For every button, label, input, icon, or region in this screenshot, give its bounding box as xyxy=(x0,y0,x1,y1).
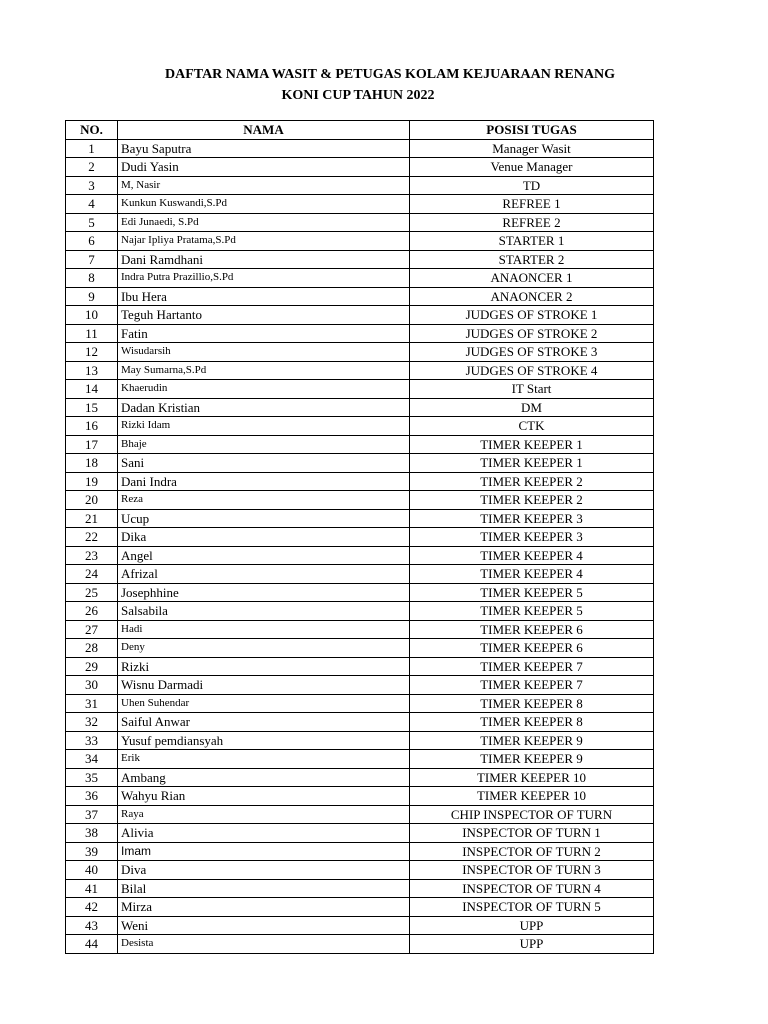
row-name: May Sumarna,S.Pd xyxy=(118,361,410,380)
row-number: 5 xyxy=(66,213,118,232)
table-row xyxy=(66,935,654,954)
table-row xyxy=(66,287,654,306)
row-number: 3 xyxy=(66,176,118,195)
table-row xyxy=(66,750,654,769)
row-number: 23 xyxy=(66,546,118,565)
row-position: STARTER 2 xyxy=(410,250,654,269)
row-position: TIMER KEEPER 10 xyxy=(410,787,654,806)
table-row xyxy=(66,250,654,269)
table-row xyxy=(66,713,654,732)
header-nama: NAMA xyxy=(118,121,410,140)
row-position: TIMER KEEPER 4 xyxy=(410,546,654,565)
row-position: INSPECTOR OF TURN 1 xyxy=(410,824,654,843)
table-row xyxy=(66,361,654,380)
row-position: INSPECTOR OF TURN 4 xyxy=(410,879,654,898)
row-position: TIMER KEEPER 4 xyxy=(410,565,654,584)
row-name: Josephhine xyxy=(118,583,410,602)
table-row xyxy=(66,768,654,787)
table-row xyxy=(66,398,654,417)
row-name: Alivia xyxy=(118,824,410,843)
row-number: 42 xyxy=(66,898,118,917)
row-number: 20 xyxy=(66,491,118,510)
row-name: Imam xyxy=(118,842,410,861)
row-position: TIMER KEEPER 5 xyxy=(410,583,654,602)
row-position: Manager Wasit xyxy=(410,139,654,158)
row-name: Salsabila xyxy=(118,602,410,621)
table-row xyxy=(66,916,654,935)
row-number: 19 xyxy=(66,472,118,491)
table-row xyxy=(66,602,654,621)
row-position: UPP xyxy=(410,935,654,954)
table-row xyxy=(66,269,654,288)
row-number: 14 xyxy=(66,380,118,399)
header-no: NO. xyxy=(66,121,118,140)
row-name: Uhen Suhendar xyxy=(118,694,410,713)
header-posisi: POSISI TUGAS xyxy=(410,121,654,140)
table-row xyxy=(66,380,654,399)
table-row xyxy=(66,528,654,547)
row-number: 26 xyxy=(66,602,118,621)
row-name: Bilal xyxy=(118,879,410,898)
row-position: IT Start xyxy=(410,380,654,399)
row-name: Rizki Idam xyxy=(118,417,410,436)
row-position: ANAONCER 1 xyxy=(410,269,654,288)
row-number: 16 xyxy=(66,417,118,436)
row-position: CTK xyxy=(410,417,654,436)
row-number: 13 xyxy=(66,361,118,380)
row-name: Mirza xyxy=(118,898,410,917)
table-row xyxy=(66,158,654,177)
row-position: JUDGES OF STROKE 1 xyxy=(410,306,654,325)
row-number: 10 xyxy=(66,306,118,325)
table-row xyxy=(66,232,654,251)
row-position: INSPECTOR OF TURN 3 xyxy=(410,861,654,880)
table-row xyxy=(66,824,654,843)
table-row xyxy=(66,583,654,602)
row-name: Rizki xyxy=(118,657,410,676)
table-row xyxy=(66,454,654,473)
table-row xyxy=(66,879,654,898)
row-position: TIMER KEEPER 2 xyxy=(410,491,654,510)
row-position: TIMER KEEPER 7 xyxy=(410,676,654,695)
row-position: REFREE 2 xyxy=(410,213,654,232)
row-number: 43 xyxy=(66,916,118,935)
row-position: TIMER KEEPER 7 xyxy=(410,657,654,676)
row-position: TIMER KEEPER 5 xyxy=(410,602,654,621)
row-name: Saiful Anwar xyxy=(118,713,410,732)
table-row xyxy=(66,657,654,676)
row-position: STARTER 1 xyxy=(410,232,654,251)
table-row xyxy=(66,509,654,528)
row-position: TIMER KEEPER 8 xyxy=(410,694,654,713)
row-number: 9 xyxy=(66,287,118,306)
document-title: DAFTAR NAMA WASIT & PETUGAS KOLAM KEJUARAAN RENANG xyxy=(165,67,615,82)
table-row xyxy=(66,417,654,436)
table-row xyxy=(66,842,654,861)
table-row xyxy=(66,546,654,565)
row-number: 33 xyxy=(66,731,118,750)
row-name: Fatin xyxy=(118,324,410,343)
row-name: Dudi Yasin xyxy=(118,158,410,177)
row-name: Desista xyxy=(118,935,410,954)
row-number: 12 xyxy=(66,343,118,362)
row-name: Wisudarsih xyxy=(118,343,410,362)
table-row xyxy=(66,620,654,639)
table-row xyxy=(66,676,654,695)
row-name: Najar Ipliya Pratama,S.Pd xyxy=(118,232,410,251)
table-row xyxy=(66,694,654,713)
row-number: 44 xyxy=(66,935,118,954)
row-number: 25 xyxy=(66,583,118,602)
table-row xyxy=(66,213,654,232)
row-name: Sani xyxy=(118,454,410,473)
table-row xyxy=(66,472,654,491)
row-position: TIMER KEEPER 9 xyxy=(410,750,654,769)
row-number: 40 xyxy=(66,861,118,880)
row-position: JUDGES OF STROKE 4 xyxy=(410,361,654,380)
row-name: Diva xyxy=(118,861,410,880)
table-row xyxy=(66,898,654,917)
row-name: Ibu Hera xyxy=(118,287,410,306)
table-row xyxy=(66,139,654,158)
table-row xyxy=(66,195,654,214)
row-number: 39 xyxy=(66,842,118,861)
row-number: 6 xyxy=(66,232,118,251)
row-position: REFREE 1 xyxy=(410,195,654,214)
row-name: Yusuf pemdiansyah xyxy=(118,731,410,750)
document-subtitle: KONI CUP TAHUN 2022 xyxy=(281,88,435,103)
row-number: 17 xyxy=(66,435,118,454)
table-header-row xyxy=(66,121,654,140)
table-row xyxy=(66,639,654,658)
row-number: 36 xyxy=(66,787,118,806)
table-row xyxy=(66,787,654,806)
row-name: Hadi xyxy=(118,620,410,639)
row-name: Wahyu Rian xyxy=(118,787,410,806)
row-name: Afrizal xyxy=(118,565,410,584)
table-row xyxy=(66,805,654,824)
row-number: 18 xyxy=(66,454,118,473)
row-position: TD xyxy=(410,176,654,195)
row-position: TIMER KEEPER 2 xyxy=(410,472,654,491)
row-number: 41 xyxy=(66,879,118,898)
row-position: TIMER KEEPER 3 xyxy=(410,509,654,528)
row-name: Dani Indra xyxy=(118,472,410,491)
table-row xyxy=(66,435,654,454)
row-position: Venue Manager xyxy=(410,158,654,177)
row-name: Erik xyxy=(118,750,410,769)
row-position: TIMER KEEPER 6 xyxy=(410,620,654,639)
row-position: TIMER KEEPER 8 xyxy=(410,713,654,732)
row-position: ANAONCER 2 xyxy=(410,287,654,306)
row-position: INSPECTOR OF TURN 2 xyxy=(410,842,654,861)
row-name: Dadan Kristian xyxy=(118,398,410,417)
table-row xyxy=(66,306,654,325)
row-name: M, Nasir xyxy=(118,176,410,195)
row-position: TIMER KEEPER 9 xyxy=(410,731,654,750)
row-name: Bayu Saputra xyxy=(118,139,410,158)
row-position: TIMER KEEPER 1 xyxy=(410,454,654,473)
row-name: Deny xyxy=(118,639,410,658)
row-name: Reza xyxy=(118,491,410,510)
row-name: Angel xyxy=(118,546,410,565)
row-number: 4 xyxy=(66,195,118,214)
row-name: Raya xyxy=(118,805,410,824)
row-number: 7 xyxy=(66,250,118,269)
row-name: Bhaje xyxy=(118,435,410,454)
row-name: Ucup xyxy=(118,509,410,528)
row-name: Dika xyxy=(118,528,410,547)
table-body xyxy=(66,139,654,953)
row-number: 31 xyxy=(66,694,118,713)
row-number: 21 xyxy=(66,509,118,528)
row-number: 30 xyxy=(66,676,118,695)
row-number: 11 xyxy=(66,324,118,343)
row-position: TIMER KEEPER 3 xyxy=(410,528,654,547)
table-row xyxy=(66,731,654,750)
row-position: UPP xyxy=(410,916,654,935)
row-number: 1 xyxy=(66,139,118,158)
row-position: JUDGES OF STROKE 2 xyxy=(410,324,654,343)
table-row xyxy=(66,491,654,510)
row-number: 37 xyxy=(66,805,118,824)
row-position: TIMER KEEPER 1 xyxy=(410,435,654,454)
table-row xyxy=(66,324,654,343)
row-number: 27 xyxy=(66,620,118,639)
table-row xyxy=(66,565,654,584)
row-number: 29 xyxy=(66,657,118,676)
table-row xyxy=(66,176,654,195)
referee-table xyxy=(65,120,654,954)
row-number: 32 xyxy=(66,713,118,732)
row-name: Edi Junaedi, S.Pd xyxy=(118,213,410,232)
row-number: 35 xyxy=(66,768,118,787)
row-name: Wisnu Darmadi xyxy=(118,676,410,695)
row-position: INSPECTOR OF TURN 5 xyxy=(410,898,654,917)
row-number: 22 xyxy=(66,528,118,547)
table-row xyxy=(66,343,654,362)
row-number: 2 xyxy=(66,158,118,177)
row-position: JUDGES OF STROKE 3 xyxy=(410,343,654,362)
row-name: Dani Ramdhani xyxy=(118,250,410,269)
row-name: Khaerudin xyxy=(118,380,410,399)
row-position: TIMER KEEPER 6 xyxy=(410,639,654,658)
row-number: 28 xyxy=(66,639,118,658)
row-number: 8 xyxy=(66,269,118,288)
row-number: 15 xyxy=(66,398,118,417)
row-number: 34 xyxy=(66,750,118,769)
row-name: Weni xyxy=(118,916,410,935)
row-name: Kunkun Kuswandi,S.Pd xyxy=(118,195,410,214)
row-name: Teguh Hartanto xyxy=(118,306,410,325)
row-number: 38 xyxy=(66,824,118,843)
table-row xyxy=(66,861,654,880)
row-position: DM xyxy=(410,398,654,417)
row-name: Ambang xyxy=(118,768,410,787)
row-name: Indra Putra Prazillio,S.Pd xyxy=(118,269,410,288)
row-position: CHIP INSPECTOR OF TURN xyxy=(410,805,654,824)
row-number: 24 xyxy=(66,565,118,584)
row-position: TIMER KEEPER 10 xyxy=(410,768,654,787)
